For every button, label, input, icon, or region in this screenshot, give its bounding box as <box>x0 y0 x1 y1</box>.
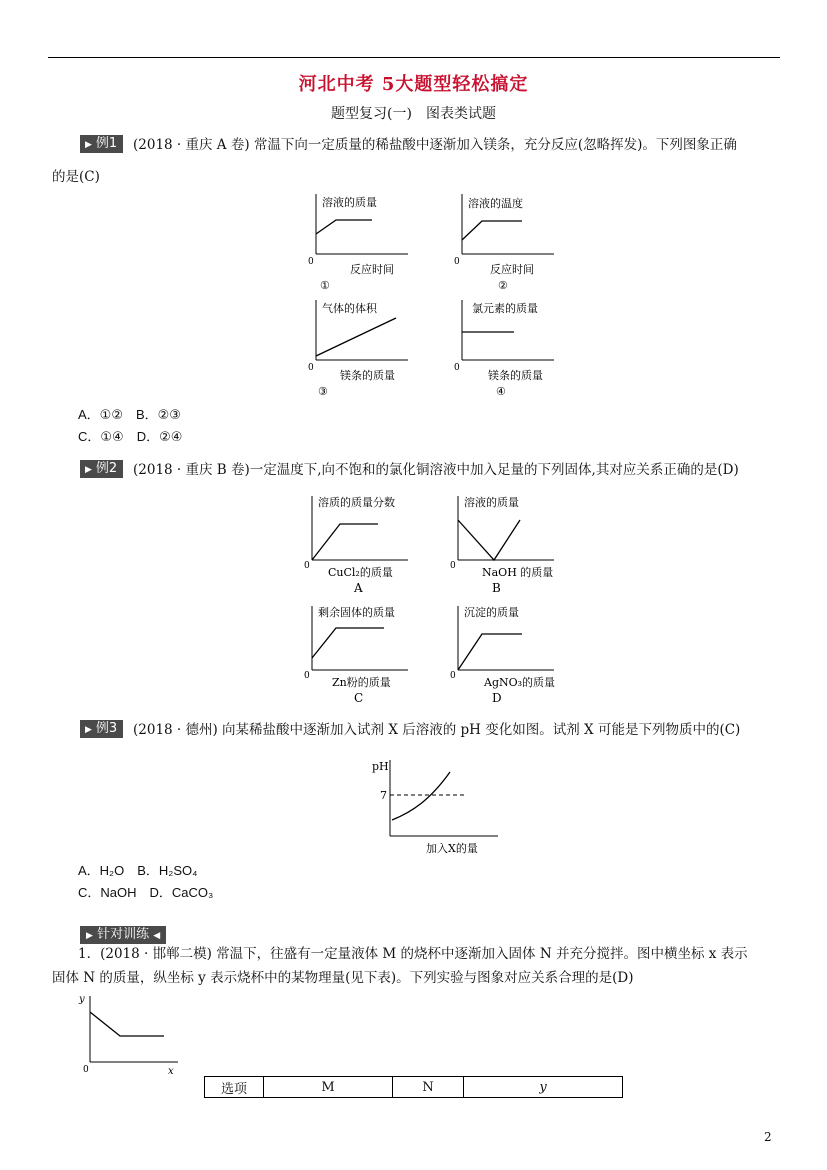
graph-xlabel: 镁条的质量 <box>488 369 543 382</box>
example-3-graph <box>368 756 508 856</box>
question-1-graph <box>74 990 184 1076</box>
ph-tick-7: 7 <box>380 789 387 802</box>
practice-tag <box>80 926 166 944</box>
graph-D <box>450 605 555 705</box>
graph-curve <box>312 628 384 658</box>
question-1-line-2: 固体 N 的质量，纵坐标 y 表示烧杯中的某物理量(见下表)。下列实验与图象对应关系合理的是(D) <box>52 970 634 986</box>
graph-number: ② <box>498 279 508 292</box>
page-subtitle: 题型复习(一) 图表类试题 <box>331 106 496 122</box>
example-tag-1 <box>80 135 123 153</box>
example-tag-label: 例3 <box>95 721 118 736</box>
graph-4 <box>454 300 554 398</box>
graph-ylabel: 溶液的质量 <box>322 196 377 209</box>
graph-A <box>304 495 408 595</box>
example-tag-3 <box>80 720 123 738</box>
graph-xlabel: 反应时间 <box>350 263 394 276</box>
graph-letter: B <box>492 581 501 595</box>
graph-curve <box>316 220 372 234</box>
graph-3 <box>308 300 408 398</box>
graph-xlabel: Zn粉的质量 <box>332 676 391 689</box>
example-1-text-cont: 的是(C) <box>52 169 100 185</box>
example-3-text: (2018 · 德州) 向某稀盐酸中逐渐加入试剂 X 后溶液的 pH 变化如图。试剂 X 可能是下列物质中的(C) <box>133 722 741 738</box>
table-header-cell: M <box>264 1077 393 1098</box>
graph-xlabel: CuCl₂的质量 <box>328 566 393 579</box>
header-rule <box>48 57 780 58</box>
graph-ylabel: 气体的体积 <box>322 302 377 315</box>
page-number: 2 <box>764 1130 772 1144</box>
triangle-icon: ▶ <box>85 465 92 475</box>
triangle-icon: ▶ <box>85 725 92 735</box>
options-table <box>204 1076 623 1098</box>
question-1-line-1: 1．(2018 · 邯郸二模) 常温下，往盛有一定量液体 M 的烧杯中逐渐加入固体 N 并充分搅拌。图中横坐标 x 表示 <box>78 946 748 962</box>
table-header-cell: y <box>464 1077 623 1098</box>
example-1-graphs <box>300 190 560 400</box>
table-header-cell: 选项 <box>205 1077 264 1098</box>
graph-ylabel: y <box>79 994 85 1005</box>
graph-xlabel: 加入X的量 <box>426 842 478 855</box>
example-tag-label: 例2 <box>95 461 118 476</box>
practice-tag-label: 针对训练 <box>97 927 150 942</box>
graph-curve <box>316 318 396 356</box>
graph-origin: 0 <box>450 671 456 681</box>
graph-origin: 0 <box>454 257 460 267</box>
graph-2 <box>454 194 554 292</box>
graph-xlabel: NaOH 的质量 <box>482 566 554 579</box>
graph-origin: 0 <box>308 257 314 267</box>
graph-origin: 0 <box>304 561 310 571</box>
table-header-row <box>205 1077 623 1098</box>
example-1-text: (2018 · 重庆 A 卷) 常温下向一定质量的稀盐酸中逐渐加入镁条，充分反应(忽略挥发)。下列图象正确 <box>133 137 737 153</box>
graph-curve <box>312 524 378 560</box>
example-1-options-row1: A．①② B．②③ <box>78 407 181 422</box>
triangle-left-icon: ◀ <box>153 931 161 941</box>
example-2-graphs <box>298 490 568 710</box>
graph-origin: 0 <box>454 363 460 373</box>
graph-ylabel: 沉淀的质量 <box>464 606 519 619</box>
graph-ylabel: 溶液的温度 <box>468 197 523 210</box>
graph-xlabel: AgNO₃的质量 <box>484 676 556 689</box>
graph-ylabel: 溶质的质量分数 <box>318 496 395 509</box>
graph-origin: 0 <box>304 671 310 681</box>
graph-curve <box>458 520 520 560</box>
graph-curve <box>90 1012 164 1036</box>
graph-xlabel: x <box>168 1066 174 1076</box>
graph-curve <box>462 221 522 240</box>
graph-ylabel: 溶液的质量 <box>464 496 519 509</box>
graph-1 <box>308 194 408 292</box>
example-2-text: (2018 · 重庆 B 卷)一定温度下,向不饱和的氯化铜溶液中加入足量的下列固体,其对应关系正确的是(D) <box>133 462 739 478</box>
graph-B <box>450 495 554 595</box>
table-header-cell: N <box>393 1077 464 1098</box>
example-3-options-row2: C．NaOH D．CaCO₃ <box>78 885 214 900</box>
graph-xlabel: 镁条的质量 <box>340 369 395 382</box>
triangle-icon: ▶ <box>85 140 92 150</box>
graph-letter: D <box>492 691 502 705</box>
example-3-options-row1: A．H₂O B．H₂SO₄ <box>78 863 198 878</box>
graph-number: ③ <box>318 385 328 398</box>
graph-letter: A <box>354 581 363 595</box>
graph-ylabel: 剩余固体的质量 <box>318 606 395 619</box>
graph-ylabel: pH <box>372 760 389 773</box>
graph-origin: 0 <box>83 1065 89 1075</box>
graph-number: ④ <box>496 385 506 398</box>
graph-xlabel: 反应时间 <box>490 263 534 276</box>
page-title: 河北中考 5大题型轻松搞定 <box>298 74 529 95</box>
graph-C <box>304 605 408 705</box>
graph-origin: 0 <box>450 561 456 571</box>
triangle-right-icon: ▶ <box>86 931 93 941</box>
graph-curve <box>458 634 522 670</box>
graph-number: ① <box>320 279 330 292</box>
example-tag-label: 例1 <box>95 136 118 151</box>
graph-ylabel: 氯元素的质量 <box>472 302 538 315</box>
graph-origin: 0 <box>308 363 314 373</box>
example-tag-2 <box>80 460 123 478</box>
graph-letter: C <box>354 691 364 705</box>
example-1-options-row2: C．①④ D．②④ <box>78 429 183 444</box>
ph-curve <box>392 772 450 820</box>
